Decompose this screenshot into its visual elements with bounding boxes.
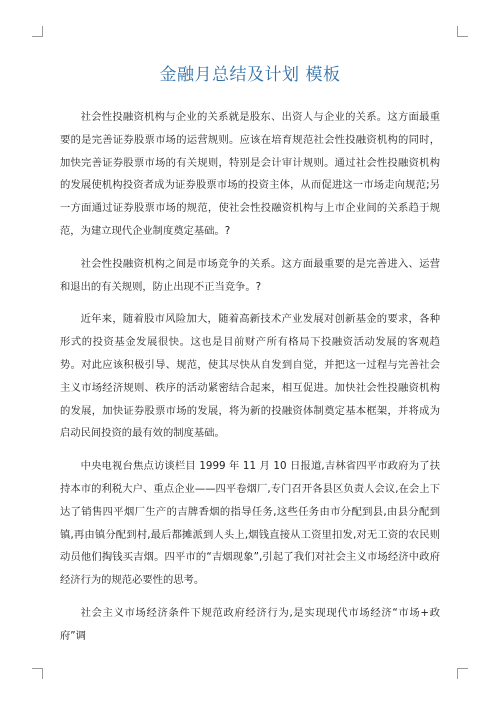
paragraph-4: 中央电视台焦点访谈栏目 1999 年 11 月 10 日报道,吉林省四平市政府为了扶持本市的利税大户、重点企业——四平卷烟厂,专门召开各县区负责人会议,在会上下达了销售四平烟厂生产的吉牌香烟的指导任务,这些任务由市分配到县,由县分配到镇,再由镇分配到村,最后都摊派到人头上,烟钱直接从工资里扣发,对无工资的农民则动员他们掏钱买吉烟。四平市的“吉烟现象”,引起了我们对社会主义市场经济中政府经济行为的规范必要性的思考。	[60, 460, 440, 587]
paragraph-1: 社会性投融资机构与企业的关系就是股东、出资人与企业的关系。这方面最重要的是完善证券股票市场的运营规则。应该在培育规范社会性投融资机构的同时，加快完善证券股票市场的有关规则，特别是会计审计规则。通过社会性投融资机构的发展使机构投资者成为证券股票市场的投资主体，从而促进这一市场走向规范;另一方面通过证券股票市场的规范，使社会性投融资机构与上市企业间的关系趋于规范，为建立现代企业制度奠定基础。?	[60, 111, 440, 237]
document-body	[60, 106, 440, 658]
paragraph-2: 社会性投融资机构之间是市场竞争的关系。这方面最重要的是完善进入、运营和退出的有关规则，防止出现不正当竞争。?	[60, 257, 440, 293]
corner-mark-bottom-left	[32, 668, 43, 679]
corner-mark-top-left	[32, 26, 43, 37]
paragraph-5: 社会主义市场经济条件下规范政府经济行为,是实现现代市场经济“市场+政府”调	[60, 606, 440, 642]
paragraph-3: 近年来，随着股市风险加大，随着高新技术产业发展对创新基金的要求，各种形式的投资基金发展很快。这也是目前财产所有格局下投融资活动发展的客观趋势。对此应该积极引导、规范，使其尽快从自发到自觉，并把这一过程与完善社会主义市场经济规则、秩序的活动紧密结合起来，相互促进。加快社会性投融资机构的发展，加快证券股票市场的发展，将为新的投融资体制奠定基本框架，并将成为启动民间投资的最有效的制度基础。	[60, 313, 440, 440]
corner-mark-top-right	[457, 26, 468, 37]
document-title: 金融月总结及计划 模板	[159, 65, 341, 85]
corner-mark-bottom-right	[457, 668, 468, 679]
